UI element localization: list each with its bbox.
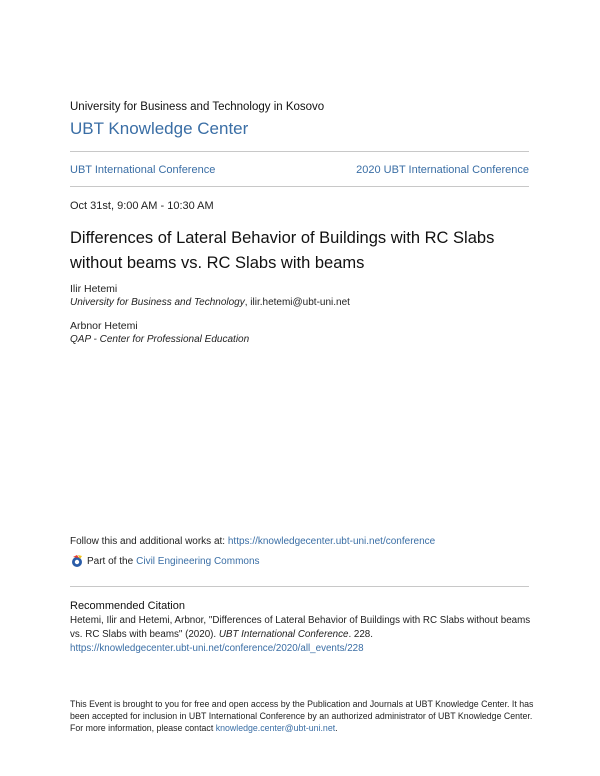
author-email: , ilir.hetemi@ubt-uni.net	[244, 297, 350, 308]
notice-end: .	[335, 723, 338, 733]
divider	[70, 151, 529, 152]
author-name: Arbnor Hetemi	[70, 320, 138, 332]
access-notice	[70, 698, 540, 734]
citation-text	[70, 614, 540, 656]
divider	[70, 586, 529, 587]
affiliation-name: QAP - Center for Professional Education	[70, 334, 250, 345]
citation-journal: UBT International Conference	[218, 629, 349, 640]
contact-email-link[interactable]: knowledge.center@ubt-uni.net	[215, 723, 336, 733]
follow-url-link[interactable]: https://knowledgecenter.ubt-uni.net/conference	[227, 536, 436, 547]
notice-text: This Event is brought to you for free and open access by the Publication and Journals at UBT Knowledge Center. It has been accepted for inclusion in UBT International Conference by an authorized administrator of UBT Knowledge Center. For more information, please contact	[70, 699, 534, 733]
series-link[interactable]: UBT International Conference	[70, 164, 216, 176]
author-name: Ilir Hetemi	[70, 283, 118, 295]
author-affiliation	[70, 297, 350, 308]
citation-heading: Recommended Citation	[70, 600, 185, 612]
part-of-line	[70, 554, 260, 568]
citation-suffix: . 228.	[348, 629, 373, 640]
bepress-commons-icon	[70, 554, 84, 568]
part-of-label: Part of the	[87, 555, 134, 567]
affiliation-name: University for Business and Technology	[70, 297, 245, 308]
institution-name: University for Business and Technology in Kosovo	[70, 101, 325, 113]
event-datetime: Oct 31st, 9:00 AM - 10:30 AM	[70, 200, 214, 212]
citation-body: Hetemi, Ilir and Hetemi, Arbnor, "Differences of Lateral Behavior of Buildings with RC Slabs without beams vs. RC Slabs with beams" (2020).	[70, 615, 531, 640]
event-link[interactable]: 2020 UBT International Conference	[356, 164, 529, 176]
follow-label: Follow this and additional works at:	[70, 536, 228, 547]
divider	[70, 186, 529, 187]
author-affiliation	[70, 334, 249, 345]
paper-title: Differences of Lateral Behavior of Buildings with RC Slabs without beams vs. RC Slabs with beams	[70, 229, 495, 272]
citation-url-link[interactable]: https://knowledgecenter.ubt-uni.net/conference/2020/all_events/228	[70, 643, 364, 654]
commons-link[interactable]: Civil Engineering Commons	[136, 555, 260, 567]
follow-line	[70, 536, 435, 547]
repository-link[interactable]: UBT Knowledge Center	[70, 119, 249, 138]
